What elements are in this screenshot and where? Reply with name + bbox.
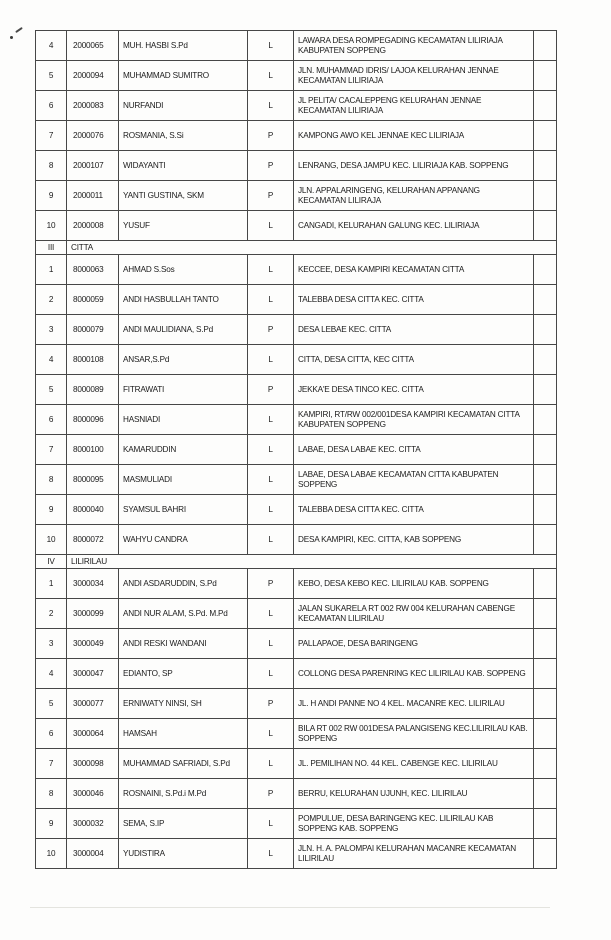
participant-gender: P	[248, 689, 294, 719]
participant-name: ROSNAINI, S.Pd.i M.Pd	[119, 779, 248, 809]
row-number: 2	[36, 285, 67, 315]
blank-cell	[534, 255, 557, 285]
participant-address: DESA KAMPIRI, KEC. CITTA, KAB SOPPENG	[294, 525, 534, 555]
row-number: 1	[36, 569, 67, 599]
participant-address: KAMPIRI, RT/RW 002/001DESA KAMPIRI KECAMATAN CITTA KABUPATEN SOPPENG	[294, 405, 534, 435]
participant-name: HAMSAH	[119, 719, 248, 749]
participant-gender: L	[248, 345, 294, 375]
participant-address: KECCEE, DESA KAMPIRI KECAMATAN CITTA	[294, 255, 534, 285]
table-row	[36, 91, 557, 121]
participant-id: 8000072	[67, 525, 119, 555]
table-row	[36, 629, 557, 659]
blank-cell	[534, 375, 557, 405]
participant-id: 8000040	[67, 495, 119, 525]
row-number: 8	[36, 465, 67, 495]
table-row	[36, 525, 557, 555]
participant-address: KAMPONG AWO KEL JENNAE KEC LILIRIAJA	[294, 121, 534, 151]
participant-gender: L	[248, 495, 294, 525]
row-number: 4	[36, 31, 67, 61]
table-row	[36, 211, 557, 241]
participant-address: JLN. MUHAMMAD IDRIS/ LAJOA KELURAHAN JENNAE KECAMATAN LILIRIAJA	[294, 61, 534, 91]
blank-cell	[534, 151, 557, 181]
participant-address: JL PELITA/ CACALEPPENG KELURAHAN JENNAE KECAMATAN LILIRIAJA	[294, 91, 534, 121]
participant-id: 8000108	[67, 345, 119, 375]
participant-name: HASNIADI	[119, 405, 248, 435]
participant-gender: P	[248, 181, 294, 211]
table-row	[36, 405, 557, 435]
blank-cell	[534, 61, 557, 91]
table-row	[36, 345, 557, 375]
participant-address: BILA RT 002 RW 001DESA PALANGISENG KEC.LILIRILAU KAB. SOPPENG	[294, 719, 534, 749]
section-numeral: III	[36, 241, 67, 255]
participant-address: BERRU, KELURAHAN UJUNH, KEC. LILIRILAU	[294, 779, 534, 809]
participant-address: JLN. H. A. PALOMPAI KELURAHAN MACANRE KECAMATAN LILIRILAU	[294, 839, 534, 869]
table-row	[36, 285, 557, 315]
row-number: 6	[36, 91, 67, 121]
section-numeral: IV	[36, 555, 67, 569]
pen-mark-tick	[15, 27, 23, 33]
table-row	[36, 375, 557, 405]
participant-id: 2000107	[67, 151, 119, 181]
row-number: 3	[36, 315, 67, 345]
participant-name: ANSAR,S.Pd	[119, 345, 248, 375]
table-row	[36, 151, 557, 181]
blank-cell	[534, 749, 557, 779]
section-header-row	[36, 555, 557, 569]
participant-id: 8000089	[67, 375, 119, 405]
table-row	[36, 749, 557, 779]
row-number: 9	[36, 495, 67, 525]
participant-name: ANDI NUR ALAM, S.Pd. M.Pd	[119, 599, 248, 629]
participant-gender: P	[248, 151, 294, 181]
participant-name: YUDISTIRA	[119, 839, 248, 869]
participant-address: JL. PEMILIHAN NO. 44 KEL. CABENGE KEC. LILIRILAU	[294, 749, 534, 779]
row-number: 9	[36, 809, 67, 839]
table-row	[36, 31, 557, 61]
row-number: 1	[36, 255, 67, 285]
blank-cell	[534, 315, 557, 345]
blank-cell	[534, 465, 557, 495]
participant-gender: P	[248, 569, 294, 599]
participant-gender: L	[248, 211, 294, 241]
participant-gender: L	[248, 629, 294, 659]
participant-name: YANTI GUSTINA, SKM	[119, 181, 248, 211]
participant-address: TALEBBA DESA CITTA KEC. CITTA	[294, 285, 534, 315]
blank-cell	[534, 629, 557, 659]
row-number: 7	[36, 435, 67, 465]
participant-address: JALAN SUKARELA RT 002 RW 004 KELURAHAN CABENGE KECAMATAN LILIRILAU	[294, 599, 534, 629]
participant-address: JEKKA'E DESA TINCO KEC. CITTA	[294, 375, 534, 405]
participant-name: ANDI RESKI WANDANI	[119, 629, 248, 659]
participant-name: KAMARUDDIN	[119, 435, 248, 465]
table-row	[36, 809, 557, 839]
blank-cell	[534, 435, 557, 465]
participant-gender: L	[248, 61, 294, 91]
participant-address: LABAE, DESA LABAE KEC. CITTA	[294, 435, 534, 465]
participant-gender: L	[248, 659, 294, 689]
blank-cell	[534, 345, 557, 375]
blank-cell	[534, 689, 557, 719]
participant-name: WIDAYANTI	[119, 151, 248, 181]
blank-cell	[534, 719, 557, 749]
row-number: 4	[36, 345, 67, 375]
table-row	[36, 495, 557, 525]
participant-address: LENRANG, DESA JAMPU KEC. LILIRIAJA KAB. SOPPENG	[294, 151, 534, 181]
participant-gender: L	[248, 31, 294, 61]
participant-id: 3000098	[67, 749, 119, 779]
participant-id: 3000004	[67, 839, 119, 869]
section-label: LILIRILAU	[67, 555, 557, 569]
table-row	[36, 181, 557, 211]
table-row	[36, 435, 557, 465]
participant-id: 8000096	[67, 405, 119, 435]
row-number: 5	[36, 61, 67, 91]
participant-name: MUH. HASBI S.Pd	[119, 31, 248, 61]
table-row	[36, 659, 557, 689]
participant-name: SEMA, S.IP	[119, 809, 248, 839]
pen-mark-dot	[10, 36, 13, 39]
participant-gender: P	[248, 121, 294, 151]
participant-address: KEBO, DESA KEBO KEC. LILIRILAU KAB. SOPPENG	[294, 569, 534, 599]
participant-roster-table	[35, 30, 557, 869]
participant-id: 3000099	[67, 599, 119, 629]
participant-gender: L	[248, 809, 294, 839]
blank-cell	[534, 31, 557, 61]
participant-address: LAWARA DESA ROMPEGADING KECAMATAN LILIRIAJA KABUPATEN SOPPENG	[294, 31, 534, 61]
blank-cell	[534, 599, 557, 629]
blank-cell	[534, 405, 557, 435]
row-number: 5	[36, 689, 67, 719]
participant-id: 3000032	[67, 809, 119, 839]
participant-name: ANDI HASBULLAH TANTO	[119, 285, 248, 315]
scan-artifact-line	[30, 907, 550, 908]
blank-cell	[534, 121, 557, 151]
participant-gender: P	[248, 375, 294, 405]
blank-cell	[534, 211, 557, 241]
blank-cell	[534, 91, 557, 121]
section-label: CITTA	[67, 241, 557, 255]
row-number: 3	[36, 629, 67, 659]
participant-gender: P	[248, 779, 294, 809]
participant-name: YUSUF	[119, 211, 248, 241]
blank-cell	[534, 285, 557, 315]
blank-cell	[534, 839, 557, 869]
participant-id: 2000011	[67, 181, 119, 211]
blank-cell	[534, 659, 557, 689]
participant-gender: L	[248, 719, 294, 749]
table-row	[36, 569, 557, 599]
participant-id: 2000083	[67, 91, 119, 121]
participant-id: 8000059	[67, 285, 119, 315]
table-row	[36, 839, 557, 869]
participant-id: 3000046	[67, 779, 119, 809]
blank-cell	[534, 495, 557, 525]
participant-id: 8000100	[67, 435, 119, 465]
section-header-row	[36, 241, 557, 255]
blank-cell	[534, 569, 557, 599]
row-number: 7	[36, 121, 67, 151]
participant-id: 8000095	[67, 465, 119, 495]
row-number: 5	[36, 375, 67, 405]
participant-id: 3000034	[67, 569, 119, 599]
participant-name: NURFANDI	[119, 91, 248, 121]
table-row	[36, 255, 557, 285]
participant-address: JLN. APPALARINGENG, KELURAHAN APPANANG KECAMATAN LILIRAJA	[294, 181, 534, 211]
table-row	[36, 61, 557, 91]
participant-name: SYAMSUL BAHRI	[119, 495, 248, 525]
table-body	[36, 31, 557, 869]
blank-cell	[534, 525, 557, 555]
participant-name: ANDI ASDARUDDIN, S.Pd	[119, 569, 248, 599]
blank-cell	[534, 181, 557, 211]
table-row	[36, 689, 557, 719]
participant-gender: L	[248, 435, 294, 465]
participant-address: TALEBBA DESA CITTA KEC. CITTA	[294, 495, 534, 525]
participant-address: CITTA, DESA CITTA, KEC CITTA	[294, 345, 534, 375]
participant-gender: L	[248, 255, 294, 285]
participant-address: DESA LEBAE KEC. CITTA	[294, 315, 534, 345]
participant-id: 8000079	[67, 315, 119, 345]
table-row	[36, 719, 557, 749]
row-number: 8	[36, 151, 67, 181]
participant-gender: L	[248, 525, 294, 555]
participant-gender: L	[248, 91, 294, 121]
participant-name: MUHAMMAD SUMITRO	[119, 61, 248, 91]
participant-name: MASMULIADI	[119, 465, 248, 495]
row-number: 10	[36, 211, 67, 241]
participant-name: ANDI MAULIDIANA, S.Pd	[119, 315, 248, 345]
participant-gender: L	[248, 839, 294, 869]
blank-cell	[534, 779, 557, 809]
participant-address: PALLAPAOE, DESA BARINGENG	[294, 629, 534, 659]
participant-gender: P	[248, 315, 294, 345]
participant-id: 8000063	[67, 255, 119, 285]
row-number: 6	[36, 719, 67, 749]
participant-name: MUHAMMAD SAFRIADI, S.Pd	[119, 749, 248, 779]
table-row	[36, 121, 557, 151]
row-number: 10	[36, 839, 67, 869]
participant-name: ERNIWATY NINSI, SH	[119, 689, 248, 719]
participant-gender: L	[248, 465, 294, 495]
participant-id: 2000008	[67, 211, 119, 241]
participant-gender: L	[248, 749, 294, 779]
participant-name: EDIANTO, SP	[119, 659, 248, 689]
table-row	[36, 465, 557, 495]
blank-cell	[534, 809, 557, 839]
participant-name: FITRAWATI	[119, 375, 248, 405]
participant-gender: L	[248, 405, 294, 435]
row-number: 8	[36, 779, 67, 809]
participant-id: 2000094	[67, 61, 119, 91]
participant-id: 3000064	[67, 719, 119, 749]
participant-address: LABAE, DESA LABAE KECAMATAN CITTA KABUPATEN SOPPENG	[294, 465, 534, 495]
participant-name: ROSMANIA, S.Si	[119, 121, 248, 151]
row-number: 7	[36, 749, 67, 779]
row-number: 4	[36, 659, 67, 689]
row-number: 2	[36, 599, 67, 629]
table-row	[36, 599, 557, 629]
participant-name: WAHYU CANDRA	[119, 525, 248, 555]
participant-address: POMPULUE, DESA BARINGENG KEC. LILIRILAU KAB SOPPENG KAB. SOPPENG	[294, 809, 534, 839]
row-number: 10	[36, 525, 67, 555]
row-number: 6	[36, 405, 67, 435]
participant-address: CANGADI, KELURAHAN GALUNG KEC. LILIRIAJA	[294, 211, 534, 241]
participant-id: 3000049	[67, 629, 119, 659]
participant-id: 2000076	[67, 121, 119, 151]
participant-address: COLLONG DESA PARENRING KEC LILIRILAU KAB. SOPPENG	[294, 659, 534, 689]
participant-name: AHMAD S.Sos	[119, 255, 248, 285]
participant-id: 3000047	[67, 659, 119, 689]
participant-id: 2000065	[67, 31, 119, 61]
row-number: 9	[36, 181, 67, 211]
table-row	[36, 779, 557, 809]
participant-gender: L	[248, 285, 294, 315]
participant-address: JL. H ANDI PANNE NO 4 KEL. MACANRE KEC. LILIRILAU	[294, 689, 534, 719]
participant-id: 3000077	[67, 689, 119, 719]
table-row	[36, 315, 557, 345]
participant-gender: L	[248, 599, 294, 629]
